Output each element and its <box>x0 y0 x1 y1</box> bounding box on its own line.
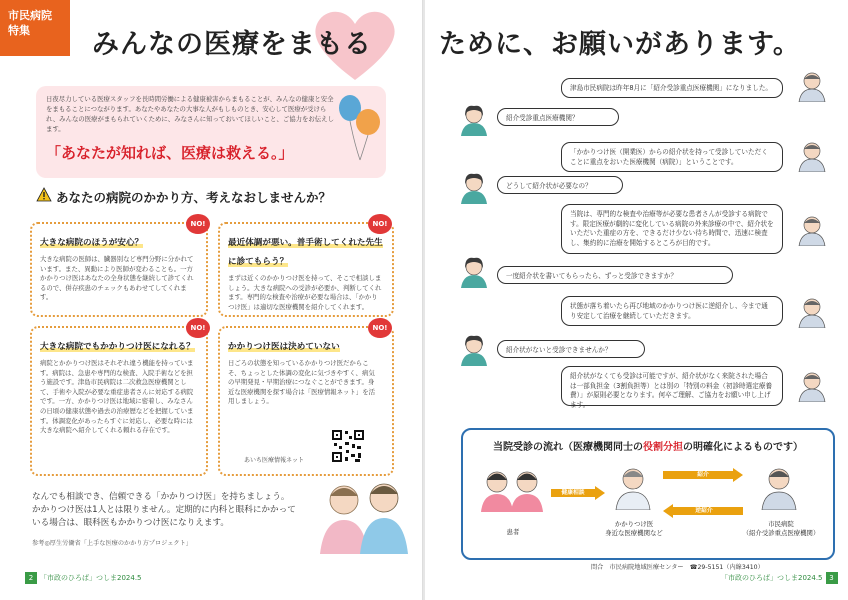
contact-info: 問合 市民病院地域医療センター ☎29-5151（内線3410） <box>591 564 764 571</box>
clinic-label <box>591 520 677 538</box>
footer-left <box>22 572 142 584</box>
balloons-icon <box>336 92 384 162</box>
card-body: まずは近くのかかりつけ医を持って、そこで相談しましょう。大きな病院への受診が必要か、判断してくれます。専門的な検査や治療が必要な場合は、「かかりつけ医」は適切な医療機関を紹介してくれます。 <box>228 274 382 311</box>
patient-avatar-icon <box>459 256 489 288</box>
clinic-label-line1: かかりつけ医 <box>614 520 654 528</box>
footer-publication: 「市政のひろば」つしま2024.5 <box>721 574 823 582</box>
flow-title-post: の明確化によるものです） <box>683 442 803 453</box>
doctor-avatar-icon <box>797 296 827 328</box>
page-number: 3 <box>826 572 838 584</box>
hospital-doctor-icon <box>759 466 799 510</box>
doctor-avatar-icon <box>797 140 827 172</box>
clinic-label-line2: 身近な医療機関など <box>605 529 663 537</box>
dialog-bubble-patient: 一度紹介状を書いてもらったら、ずっと受診できますか？ <box>497 266 733 284</box>
card-bigger-hospital <box>30 222 208 317</box>
warning-icon <box>36 187 52 202</box>
people-illustration-icon <box>306 476 416 554</box>
clinic-doctor-icon <box>613 466 653 510</box>
headline-left: みんなの医療をまもる <box>92 29 372 60</box>
patient-avatar-icon <box>459 334 489 366</box>
doctor-avatar-icon <box>797 70 827 102</box>
card-hospital-as-family-doctor <box>30 326 208 476</box>
card-body: 病院とかかりつけ医はそれぞれ違う機能を持っています。病院は、急患や専門的な検査、入院手術などを担う施設です。津島市民病院は二次救急医療機関として、手術や入院が必要な重症患者さんに対応する病院です。一方、かかりつけ医は地域に密着し、みなさんの日頃の健康状態や過去の治療歴などを把握しています。体調変化があったらすぐに対応し、必要な時には大きな病院へ紹介してくれる頼れる存在です。 <box>40 359 194 435</box>
feature-tag <box>0 0 70 56</box>
flow-title <box>463 438 833 453</box>
no-badge: NO! <box>186 214 210 234</box>
left-page <box>0 0 423 600</box>
bottom-line: かかりつけ医は1人とは限りません。定期的に内科と眼科にかかって <box>32 505 296 515</box>
page-number: 2 <box>25 572 37 584</box>
intro-text: 日夜尽力している医療スタッフを長時間労働による健康被害からまもることが、みんなの健康と安全をまもることにつながります。あなたやあなたの大事な人がもしものとき、安心して医療が受けられ、みんなの医療がまもられていくために、みなさんに知っておいてほしいこと、ご協力をお伝えします。 <box>46 95 334 133</box>
card-title: かかりつけ医は決めていない <box>228 342 340 352</box>
subheading: あなたの病院のかかり方、考えなおしませんか？ <box>56 190 332 205</box>
footer-publication: 「市政のひろば」つしま2024.5 <box>40 574 142 582</box>
feature-tag-line1: 市民病院 <box>8 9 52 22</box>
card-no-family-doctor <box>218 326 394 476</box>
consult-tag: 健康相談 <box>561 490 585 496</box>
consultation-flow <box>461 428 835 560</box>
feature-tag-line2: 特集 <box>8 24 30 37</box>
patient-label: 患者 <box>506 528 520 536</box>
right-page <box>425 0 848 600</box>
footer-right <box>721 572 841 584</box>
refer-tag: 紹介 <box>697 472 709 478</box>
headline-right: ために、お願いがあります。 <box>439 29 801 60</box>
dialog-bubble-doctor: 津島市民病院は昨年8月に「紹介受診重点医療機関」になりました。 <box>561 78 783 98</box>
dialog-bubble-doctor: 紹介状がなくても受診は可能ですが、紹介状がなく来院された場合は一部負担金（3割負担等）とは別の「特別の料金（初診時選定療養費）」が原則必要となります。何卒ご理解、ご協力をお願い申し上げます。 <box>561 366 783 406</box>
dialog-bubble-doctor: 「かかりつけ医（開業医）からの紹介状を持って受診していただくことに重点をおいた医療機関（病院）」ということです。 <box>561 142 783 172</box>
hospital-label <box>733 520 829 538</box>
card-title: 大きな病院でもかかりつけ医になれる？ <box>40 342 195 352</box>
no-badge: NO! <box>368 318 392 338</box>
card-title: 最近体調が悪い。普手術してくれた先生に診てもらう？ <box>228 238 383 267</box>
no-badge: NO! <box>368 214 392 234</box>
bottom-message <box>32 491 296 530</box>
card-body: 大きな病院の医師は、臓器別など専門分野に分かれています。また、異動により医師が変わることも。一方かかりつけ医はあなたの全身状態を継続して診てくれるので、併存疾患のチェックもあわせてしてくれます。 <box>40 255 194 302</box>
patient-avatar-icon <box>459 172 489 204</box>
dialog-bubble-doctor: 当院は、専門的な検査や治療等が必要な患者さんが受診する病院です。限定医療が劇的に変化している病院の外来診療の中で、紹介状をいただいた重症の方を、できるだけ少ない待ち時間で、迅速に検査し、集約的に治療を開始するところが目的です。 <box>561 204 783 254</box>
flow-title-pre: 当院受診の流れ（医療機関同士の <box>493 442 643 453</box>
dialog-bubble-doctor: 状態が落ち着いたら再び地域のかかりつけ医に逆紹介し、今まで通り安定して治療を継続していただきます。 <box>561 296 783 326</box>
hospital-label-line1: 市民病院 <box>768 520 794 528</box>
dialog-bubble-patient: 紹介状がないと受診できませんか？ <box>497 340 645 358</box>
doctor-avatar-icon <box>797 214 827 246</box>
dialog-bubble-patient: 紹介受診重点医療機関？ <box>497 108 619 126</box>
intro-catchphrase: 「あなたが知れば、医療は救える。」 <box>46 144 294 162</box>
patients-icon <box>477 468 547 512</box>
doctor-avatar-icon <box>797 370 827 402</box>
dialog-bubble-patient: どうして紹介状が必要なの？ <box>497 176 623 194</box>
no-badge: NO! <box>186 318 210 338</box>
intro-box <box>36 86 386 178</box>
qr-caption: あいち医療情報ネット <box>244 457 305 464</box>
reverse-refer-tag: 逆紹介 <box>695 508 713 514</box>
card-previous-surgeon <box>218 222 394 317</box>
hospital-label-line2: （紹介受診重点医療機関） <box>742 529 820 537</box>
flow-title-accent: 役割分担 <box>643 442 683 453</box>
card-body: 日ごろの状態を知っているかかりつけ医だからこそ、ちょっとした体調の変化に気づきやすく、病気の早期発見・早期治療につなぐことができます。身近な医療機関を探す場合は「医療情報ネット」を活用しましょう。 <box>228 359 375 406</box>
card-title: 大きな病院のほうが安心？ <box>40 238 144 248</box>
bottom-line: いる場合は、眼科医もかかりつけ医になりえます。 <box>32 518 229 528</box>
patient-avatar-icon <box>459 104 489 136</box>
reference-note: 参考◎厚生労働省「上手な医療のかかり方プロジェクト」 <box>32 540 192 547</box>
qr-code-icon[interactable] <box>330 428 366 464</box>
bottom-line: なんでも相談でき、信頼できる「かかりつけ医」を持ちましょう。 <box>32 492 290 502</box>
